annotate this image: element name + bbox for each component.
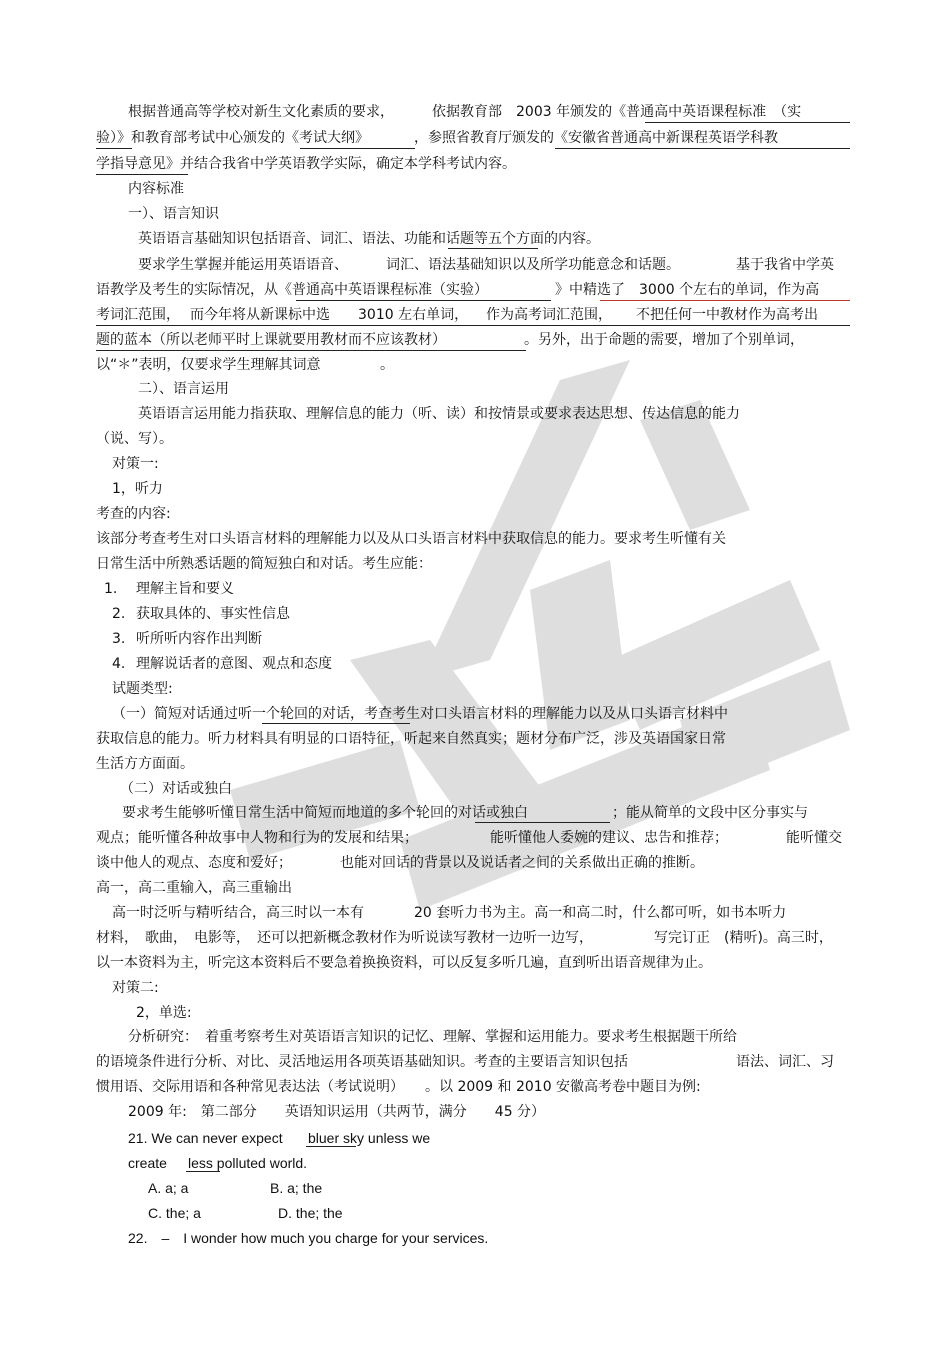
- text-line: 。另外，出于命题的需要，增加了个别单词，: [524, 332, 804, 348]
- underline: [96, 174, 188, 175]
- text-line: 该部分考查考生对口头语言材料的理解能力以及从口头语言材料中获取信息的能力。要求考生听懂有关: [96, 531, 726, 547]
- text-line: 。: [380, 357, 394, 373]
- text-line: 词汇、语法基础知识以及所学功能意念和话题。: [386, 257, 680, 273]
- text-line: 》中精选了 3000 个左右的单词，作为高: [555, 282, 820, 298]
- text-line: 而今年将从新课标中选 3010 左右单词，: [190, 307, 469, 323]
- text-line: 以一本资料为主，听完这本资料后不要急着换换资料，可以反复多听几遍，直到听出语音规律为止。: [96, 955, 712, 971]
- heading-exam-content: 考查的内容:: [96, 506, 171, 522]
- text-line: ；能从简单的文段中区分事实与: [612, 805, 808, 821]
- intro-line-1a: 根据普通高等学校对新生文化素质的要求，: [128, 104, 394, 120]
- heading-single-choice: 2，单选:: [136, 1005, 192, 1021]
- text-line: 要求学生掌握并能运用英语语音、: [138, 257, 348, 273]
- text-line: 分析研究： 着重考察考生对英语语言知识的记忆、理解、掌握和运用能力。要求考生根据题干所给: [128, 1029, 737, 1045]
- text-line: 英语语言基础知识包括语音、词汇、语法、功能和话题等五个方面的内容。: [138, 231, 600, 247]
- text-line: 基于我省中学英: [736, 257, 834, 273]
- text-line: 不把任何一中教材作为高考出: [636, 307, 818, 323]
- text-line: 获取信息的能力。听力材料具有明显的口语特征，听起来自然真实；题材分布广泛，涉及英语国家日常: [96, 731, 726, 747]
- underline: [306, 1146, 356, 1147]
- list-item: 理解主旨和要义: [136, 581, 234, 597]
- text-line: 写完订正 (精听)。高三时，: [654, 930, 833, 946]
- underline: [448, 248, 538, 249]
- list-item: 理解说话者的意图、观点和态度: [136, 656, 332, 672]
- text-line: 20 套听力书为主。高一和高二时，什么都可听，如书本听力: [414, 905, 787, 921]
- list-number: 1.: [104, 581, 118, 597]
- heading-question-types: 试题类型:: [112, 681, 173, 697]
- text-line: （一）简短对话通过听一个轮回的对话，考查考生对口头语言材料的理解能力以及从口头语言材料中: [112, 706, 728, 722]
- exam-section-title: 2009 年: 第二部分 英语知识运用（共两节，满分 45 分）: [128, 1104, 546, 1120]
- underline: [186, 1171, 220, 1172]
- intro-line-2b: ，参照省教育厅颁发的《安徽省普通高中新课程英语学科教: [414, 130, 778, 146]
- text-line: 观点；能听懂各种故事中人物和行为的发展和结果；: [96, 830, 418, 846]
- list-number: 3.: [112, 631, 126, 647]
- intro-line-1b: 依据教育部 2003 年颁发的《普通高中英语课程标准 （实: [432, 104, 802, 120]
- underline: [555, 148, 850, 149]
- list-number: 2.: [112, 606, 126, 622]
- heading-language-use: 二）、语言运用: [138, 381, 229, 397]
- heading-strategy-1: 对策一:: [112, 456, 159, 472]
- underline: [600, 300, 850, 301]
- underline: [96, 148, 132, 149]
- text-line: 能听懂他人委婉的建议、忠告和推荐；: [490, 830, 728, 846]
- text-line: 生活方方面面。: [96, 756, 194, 772]
- intro-line-2a: 验）》和教育部考试中心颁发的《考试大纲》: [96, 130, 369, 146]
- text-line: 题的蓝本（所以老师平时上课就要用教材而不应该教材）: [96, 332, 446, 348]
- underline: [475, 822, 610, 823]
- list-item: 获取具体的、事实性信息: [136, 606, 290, 622]
- text-line: 惯用语、交际用语和各种常见表达法（考试说明） 。以 2009 和 2010 安徽高考卷中题目为例:: [96, 1079, 701, 1095]
- heading-content-standard: 内容标准: [128, 181, 184, 197]
- text-line: 英语语言运用能力指获取、理解信息的能力（听、读）和按情景或要求表达思想、传达信息的能力: [138, 406, 740, 422]
- text-line: 材料， 歌曲， 电影等， 还可以把新概念教材作为听说读写教材一边听一边写，: [96, 930, 593, 946]
- text-line: （说、写）。: [96, 431, 173, 447]
- text-line: 作为高考词汇范围，: [486, 307, 612, 323]
- underline: [96, 325, 850, 326]
- underline: [96, 350, 526, 351]
- question-21-text: create: [128, 1155, 167, 1171]
- question-22-text: 22. – I wonder how much you charge for your services.: [128, 1230, 489, 1246]
- option-b: B. a; the: [270, 1180, 323, 1196]
- question-21-text: 21. We can never expect: [128, 1130, 283, 1146]
- text-line: 以“＊”表明，仅要求学生理解其词意: [96, 357, 321, 373]
- question-21-text: bluer sky unless we: [308, 1130, 431, 1146]
- heading-listening: 1，听力: [112, 481, 163, 497]
- text-line: 要求考生能够听懂日常生活中简短而地道的多个轮回的对话或独白: [122, 805, 528, 821]
- underline: [296, 300, 551, 301]
- heading-language-knowledge: 一）、语言知识: [128, 206, 219, 222]
- text-line: 语法、词汇、习: [736, 1054, 834, 1070]
- text-line: 的语境条件进行分析、对比、灵活地运用各项英语基础知识。考查的主要语言知识包括: [96, 1054, 628, 1070]
- text-line: 日常生活中所熟悉话题的简短独白和对话。考生应能：: [96, 556, 432, 572]
- heading-strategy-2: 对策二:: [112, 980, 159, 996]
- option-c: C. the; a: [148, 1205, 201, 1221]
- option-d: D. the; the: [278, 1205, 343, 1221]
- option-a: A. a; a: [148, 1180, 189, 1196]
- text-line: 高一时泛听与精听结合，高三时以一本有: [112, 905, 364, 921]
- text-line: 谈中他人的观点、态度和爱好；: [96, 855, 292, 871]
- underline: [645, 122, 850, 123]
- heading-input-output: 高一，高二重输入，高三重输出: [96, 880, 292, 896]
- question-21-text: less polluted world.: [188, 1155, 308, 1171]
- text-line: 也能对回话的背景以及说话者之间的关系做出正确的推断。: [340, 855, 704, 871]
- list-item: 听所听内容作出判断: [136, 631, 262, 647]
- text-line: 能听懂交: [786, 830, 842, 846]
- text-line: 语教学及考生的实际情况，从《普通高中英语课程标准（实验）: [96, 282, 488, 298]
- list-number: 4.: [112, 656, 126, 672]
- intro-line-3: 学指导意见》并结合我省中学英语教学实际，确定本学科考试内容。: [96, 156, 516, 172]
- underline: [300, 148, 415, 149]
- underline: [262, 723, 410, 724]
- text-line: 考词汇范围，: [96, 307, 180, 323]
- heading-dialogue-monologue: （二）对话或独白: [120, 781, 232, 797]
